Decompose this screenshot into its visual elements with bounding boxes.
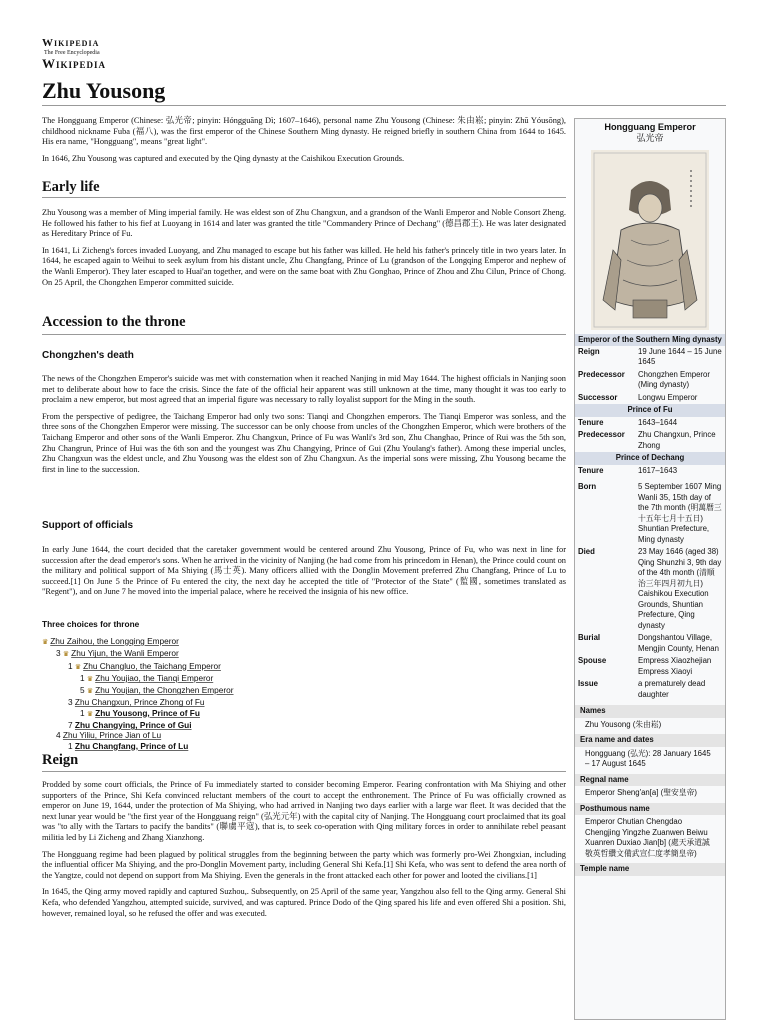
infobox-section-prince-of-fu: Prince of Fu	[575, 404, 725, 417]
subheading-chongzhens-death: Chongzhen's death	[42, 350, 134, 361]
infobox-caption: Emperor of the Southern Ming dynasty	[575, 334, 725, 346]
accession-paragraph-2: From the perspective of pedigree, the Taichang Emperor had only two sons: Tianqi and Chongzhen emperors. The Tianqi Emperor was sonless, and the three sons of the Chongzhen Emperor were missing. The successor can be only choose from uncles of the Chongzhen Emperor, which were brothers of the Taichang Emperor and other sons of the Wanli Emperor. Zhu Changxun, Prince of Fu was Wanli's 3rd son, Zhu Changhao, Prince of Rui was the 5th son, Zhu Changrun, Prince of Hui was the 6th son and the youngest was Zhu Changying, Prince of Gui (Zhu Youlang's father). Among these imperial uncles, Zhu Changxun was the eldest uncle, and Zhu Yousong was the eldest son of Zhu Changxun. As the imperial sons were missing, Zhu Yousong became the first in line to the succession.	[42, 411, 566, 474]
tree-order-number: 3	[56, 648, 63, 659]
infobox-row	[575, 481, 725, 546]
tree-person-link[interactable]: Zhu Youjian, the Chongzhen Emperor	[95, 685, 234, 696]
infobox-row	[575, 546, 725, 632]
infobox-subtitle: 弘光帝	[636, 133, 664, 143]
tree-order-number: 7	[68, 720, 75, 731]
infobox-row-label: Tenure	[578, 417, 604, 427]
infobox-posthumous-label: Posthumous name	[575, 803, 725, 816]
infobox-fu-table	[575, 417, 725, 453]
family-tree-row	[42, 685, 234, 697]
infobox-reign-table	[575, 346, 725, 405]
infobox-row-value: Empress Xiaozhejian Empress Xiaoyi	[638, 656, 712, 676]
crown-icon: ♛	[86, 675, 96, 683]
tree-order-number: 1	[68, 740, 75, 751]
tree-order-number: 3	[68, 697, 75, 708]
tree-person-link[interactable]: Zhu Yiliu, Prince Jian of Lu	[62, 730, 162, 741]
infobox-row	[575, 369, 725, 392]
infobox-row-value: Chongzhen Emperor (Ming dynasty)	[638, 369, 710, 389]
emperor-portrait-image[interactable]	[591, 150, 709, 330]
tree-order-number: 5	[80, 685, 87, 696]
infobox-dechang-table	[575, 465, 725, 478]
early-life-paragraph-1: Zhu Yousong was a member of Ming imperial family. He was eldest son of Zhu Changxun, and a grandson of the Wanli Emperor and Noble Consort Zheng. He followed his father to his fief at Luoyang in 1614 and later was granted the title "Commandery Prince of Dechang" (德昌郡王). He was later designated as Hereditary Prince of Fu.	[42, 208, 566, 239]
support-section	[42, 545, 566, 598]
intro-paragraph-1: The Hongguang Emperor (Chinese: 弘光帝; pinyin: Hóngguāng Dì; 1607–1646), personal name Zhu Yousong (Chinese: 朱由崧; pinyin: Zhū Yóusōng), childhood nickname Fuba (福八), was the first emperor of the Chinese Southern Ming dynasty. He reigned briefly in southern China from 1644 to 1645. His era name, "Hongguang", means "great light".	[42, 116, 566, 147]
family-tree-title: Three choices for throne	[42, 619, 140, 629]
infobox-row	[575, 678, 725, 701]
page-title: Zhu Yousong	[42, 78, 166, 103]
reign-paragraph-2: The Hongguang regime had been plagued by political struggles from the beginning between the party which was formerly pro-Wei Zhongxian, including the influential officer Ma Shiying, and the pro-Donglin Movement party, including General Shi Kefa.[1] Shi Kefa, who was sent to defend the area north of the Yangtze, could not depend on support from Ma Shiying. Even the generals in the front attacked each other for power and looted the civilians.[1]	[42, 849, 566, 880]
infobox-bio-table	[575, 481, 725, 701]
family-tree	[42, 636, 234, 751]
infobox-regnal-value: Emperor Sheng'an[a] (聖安皇帝)	[585, 788, 697, 797]
infobox-names-value: Zhu Yousong (朱由崧)	[585, 719, 662, 729]
infobox-row	[575, 417, 725, 430]
infobox-section-prince-of-dechang: Prince of Dechang	[575, 452, 725, 465]
infobox-row-label: Reign	[578, 346, 600, 356]
family-tree-row	[42, 636, 234, 648]
infobox-row-label: Predecessor	[578, 430, 625, 439]
logo-wordmark-large: Wikipedia	[42, 56, 107, 71]
family-tree-row	[42, 730, 234, 740]
reign-section	[42, 780, 566, 919]
infobox-row-value: Dongshantou Village, Mengjin County, Henan	[638, 633, 719, 653]
family-tree-row	[42, 697, 234, 707]
tree-order-number: 1	[80, 707, 87, 718]
infobox-row-value: 23 May 1646 (aged 38) Qing Shunzhi 3, 9th day of the 4th month (清順治三年四月初九日) Caishikou Execution Grounds, Shuntian Prefecture, Qing dynasty	[638, 547, 722, 630]
infobox-row-value: 1617–1643	[638, 465, 678, 475]
heading-early-life: Early life	[42, 179, 100, 195]
infobox-title: Hongguang Emperor	[604, 122, 696, 132]
crown-icon: ♛	[42, 639, 51, 646]
infobox-row-label: Died	[578, 547, 595, 556]
logo-tagline: The Free Encyclopedia	[44, 50, 100, 56]
infobox-row	[575, 392, 725, 405]
tree-person-link[interactable]: Zhu Youjiao, the Tianqi Emperor	[95, 672, 214, 683]
chongzhen-death-section	[42, 374, 566, 475]
infobox-row-label: Spouse	[578, 656, 607, 665]
intro-section	[42, 116, 566, 164]
infobox-row-label: Tenure	[578, 465, 604, 475]
divider	[42, 771, 566, 772]
family-tree-row	[42, 708, 234, 720]
infobox-era-label: Era name and dates	[575, 734, 725, 747]
infobox-names-label: Names	[575, 705, 725, 718]
infobox-row	[575, 465, 725, 478]
infobox-regnal-label: Regnal name	[575, 774, 725, 787]
crown-icon: ♛	[62, 651, 72, 659]
title-divider	[42, 105, 726, 106]
crown-icon: ♛	[74, 663, 84, 671]
infobox-row	[575, 655, 725, 678]
infobox-row-label: Successor	[578, 392, 618, 402]
subheading-support-of-officials: Support of officials	[42, 520, 134, 531]
infobox-row-value: 19 June 1644 – 15 June 1645	[638, 346, 722, 366]
infobox-posthumous-value: Emperor Chutian Chengdao Chengjing Yingzhe Zuanwen Beiwu Xuanren Duxiao Jian[b] (處天承道誠敬英哲纘文備武宣仁度孝簡皇帝)	[585, 817, 710, 858]
tree-order-number: 1	[80, 672, 87, 683]
tree-person-link[interactable]: Zhu Zaihou, the Longqing Emperor	[50, 636, 179, 646]
family-tree-row	[42, 673, 234, 685]
accession-paragraph-1: The news of the Chongzhen Emperor's suicide was met with consternation when it reached Nanjing in mid May 1644. The highest officials in Nanjing soon met to deliberate about how to face the crisis. Since the fate of the official heir apparent was still unknown at the time, many thought it was too early to proclaim a new emperor, but most agreed that an imperial figure was necessary to rally loyalist support for the Ming in the south.	[42, 374, 566, 405]
reign-paragraph-3: In 1645, the Qing army moved rapidly and captured Suzhou,. Subsequently, on 25 April of the same year, Yangzhou also fell to the Qing army. General Shi Kefa, who defended Yangzhou, attempted suicide, survived, and was captured. Prince Dodo of the Qing spared his life and even offered Shi a position. Shi, however, remained loyal, so he refused the offer and was executed.	[42, 887, 566, 918]
tree-order-number: 1	[68, 660, 75, 671]
family-tree-row	[42, 720, 234, 730]
tree-order-number: 4	[56, 730, 63, 741]
family-tree-row	[42, 661, 234, 673]
family-tree-row	[42, 648, 234, 660]
heading-accession: Accession to the throne	[42, 314, 186, 330]
tree-person-link[interactable]: Zhu Changxun, Prince Zhong of Fu	[74, 697, 205, 708]
early-life-paragraph-2: In 1641, Li Zicheng's forces invaded Luoyang, and Zhu managed to escape but his father was killed. He held his father's princely title in two years later. In 1644, he escaped again to Weihui to seek asylum from his distant uncle, Zhu Changfang, Prince of Lu (grandson of the Longqing Emperor and nephew of the Wanli Emperor). They later escaped to Huai'an together, and were on the same boat with Zhu Gonghao, Prince of Zhou and Zhu Cilun, Prince of Chong. On 25 April, the Chongzhen Emperor committed suicide.	[42, 245, 566, 287]
crown-icon: ♛	[86, 710, 96, 718]
infobox-row-value: 5 September 1607 Ming Wanli 35, 15th day of the 7th month (明萬曆三十五年七月十五日) Shuntian Prefecture, Ming dynasty	[638, 482, 722, 544]
infobox-row-label: Born	[578, 482, 597, 491]
infobox	[574, 118, 726, 1020]
infobox-row-label: Issue	[578, 679, 598, 688]
infobox-row	[575, 346, 725, 369]
reign-paragraph-1: Prodded by some court officials, the Prince of Fu immediately started to consider becoming Emperor. Fearing confrontation with Ma Shiying and other supporters of the Prince, Shi Kefa convinced reluctant members of the court to accept the enthronement. The Prince of Fu was officially crowned as emperor on June 19, 1644, under the protection of Ma Shiying, who had arrived in Nanjing two days earlier with a large war fleet. It was decided that the next lunar year would be "the first year of the Hongguang reign" (弘光元年) with the capital city of Nanjing. The Hongguang court proclaimed that its goal was "to ally with the Tartars to pacify the bandits" (聯虜平寇), that is, to seek co-operation with Qing military forces in order to annihilate rebel peasant militia led by Li Zicheng and Zhang Xianzhong.	[42, 780, 566, 842]
tree-person-link[interactable]: Zhu Changfang, Prince of Lu	[74, 740, 189, 751]
infobox-row-value: 1643–1644	[638, 417, 678, 427]
intro-paragraph-2: In 1646, Zhu Yousong was captured and executed by the Qing dynasty at the Caishikou Execution Grounds.	[42, 153, 405, 163]
tree-person-link[interactable]: Zhu Changluo, the Taichang Emperor	[83, 660, 221, 671]
accession-paragraph-3: In early June 1644, the court decided that the caretaker government would be centered around Zhu Yousong, Prince of Fu, who was next in line for succession after the dead emperor's sons. When he arrived in the vicinity of Nanjing (he had come from his princedom in Henan), the Prince could count on the military and political support of Ma Shiying (馬士英). Many officers allied with the Donglin Movement preferred Zhu Changfang, Prince of Lu to succeed.[1] On June 5 the Prince of Fu entered the city, the next day he accepted the title of "Protector of the State" (監國, sometimes translated as "Regent"), and on June 7 he moved into the imperial palace, where he received the insignia of his new office.	[42, 545, 566, 597]
heading-reign: Reign	[42, 752, 79, 768]
infobox-row	[575, 429, 725, 452]
wikipedia-logo[interactable]	[42, 38, 162, 70]
early-life-section	[42, 208, 566, 288]
family-tree-row	[42, 741, 234, 751]
infobox-era-value: Hongguang (弘光): 28 January 1645 – 17 August 1645	[585, 748, 711, 768]
tree-person-link[interactable]: Zhu Yousong, Prince of Fu	[95, 707, 200, 718]
divider	[42, 197, 566, 198]
infobox-row-value: Longwu Emperor	[638, 392, 698, 402]
tree-person-link[interactable]: Zhu Changying, Prince of Gui	[74, 720, 192, 731]
tree-person-link[interactable]: Zhu Yijun, the Wanli Emperor	[71, 648, 179, 659]
logo-wordmark: Wikipedia	[42, 37, 100, 49]
infobox-row-label: Predecessor	[578, 369, 625, 379]
crown-icon: ♛	[86, 688, 96, 696]
infobox-row-value: Zhu Changxun, Prince Zhong	[638, 430, 716, 450]
infobox-row-value: a prematurely dead daughter	[638, 679, 706, 699]
infobox-row	[575, 632, 725, 655]
infobox-row-label: Burial	[578, 633, 601, 642]
infobox-temple-label: Temple name	[575, 863, 725, 876]
divider	[42, 334, 566, 335]
